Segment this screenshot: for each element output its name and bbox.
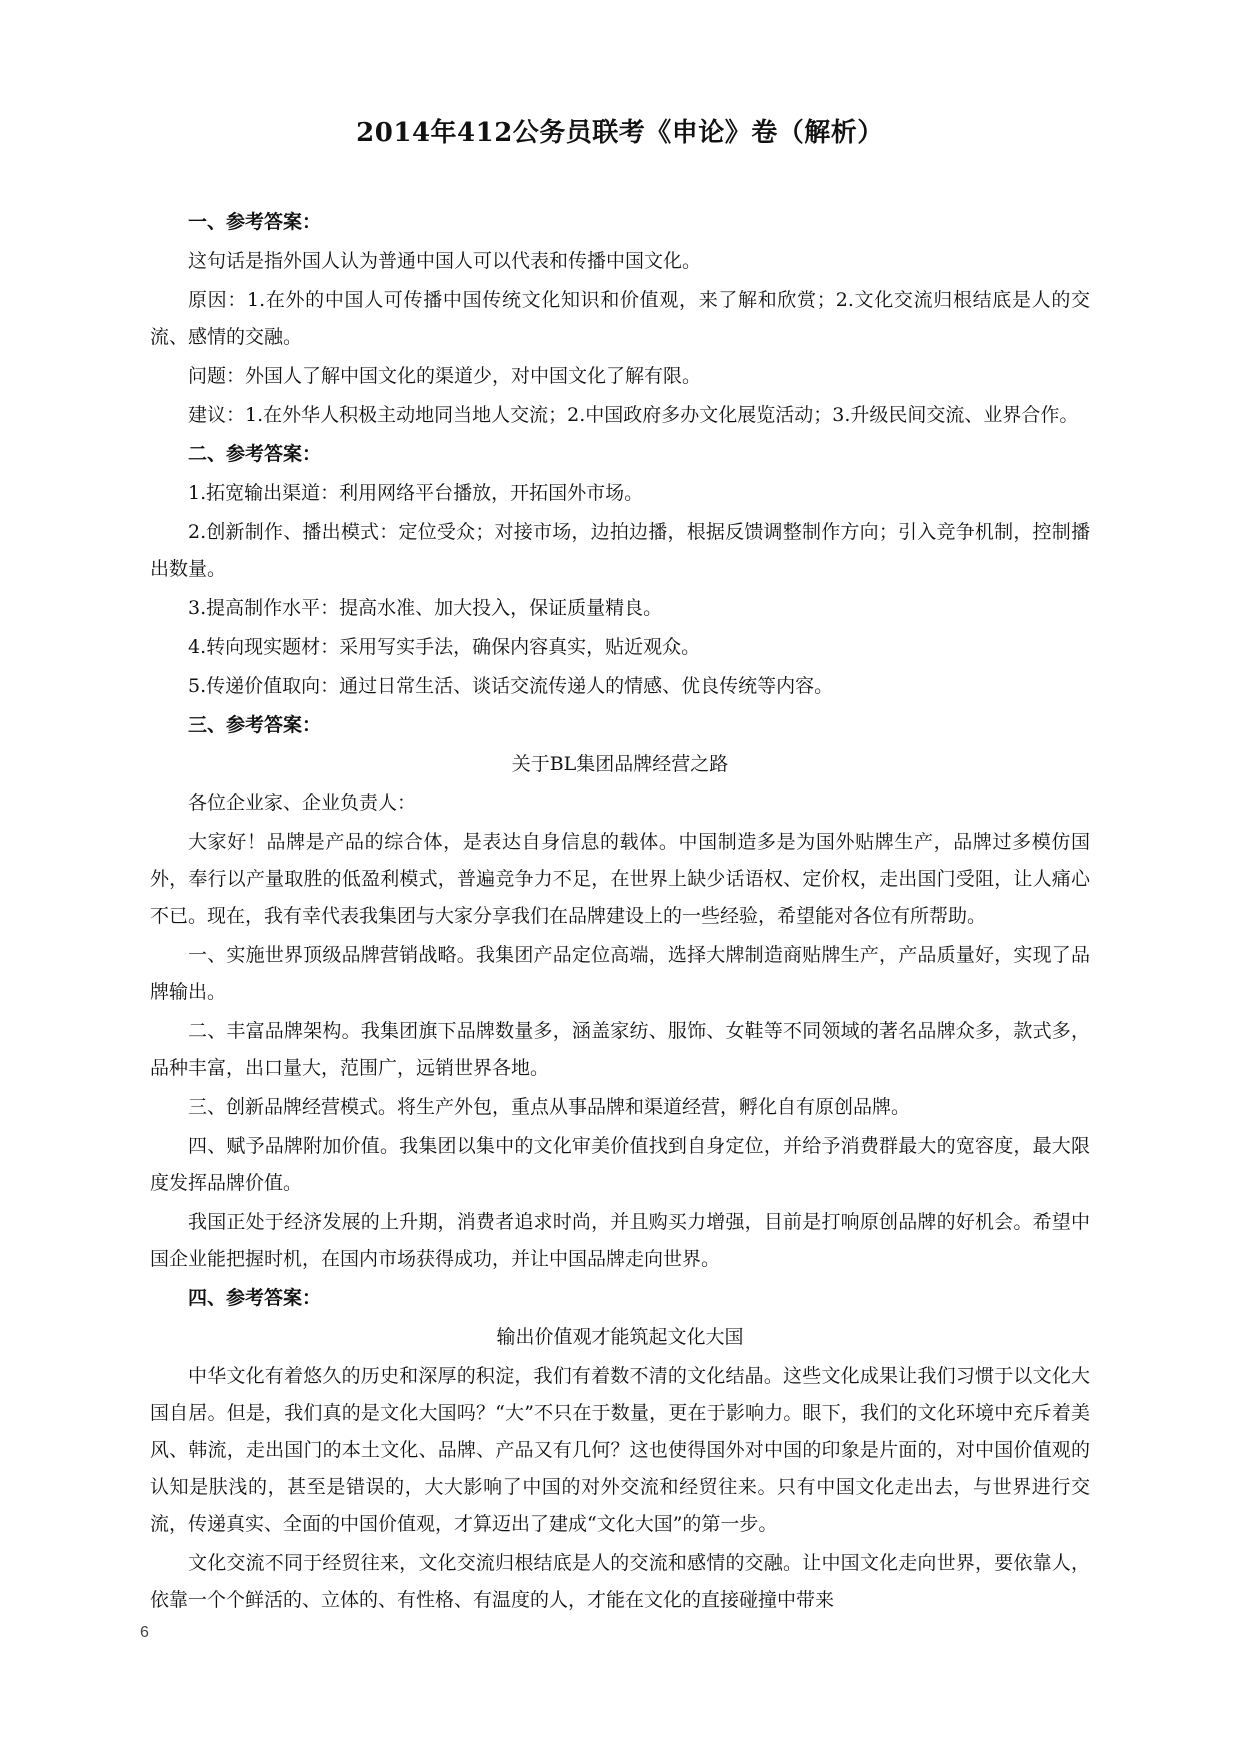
section-heading-4: 四、参考答案： <box>188 1287 322 1309</box>
paragraph: 1.拓宽输出渠道：利用网络平台播放，开拓国外市场。 <box>188 482 644 504</box>
essay-title: 输出价值观才能筑起文化大国 <box>496 1326 744 1348</box>
section-heading-3: 三、参考答案： <box>188 714 322 736</box>
paragraph: 二、丰富品牌架构。我集团旗下品牌数量多，涵盖家纺、服饰、女鞋等不同领域的著名品牌众多，款式多，品种丰富，出口量大，范围广，远销世界各地。 <box>150 1020 1090 1079</box>
paragraph: 中华文化有着悠久的历史和深厚的积淀，我们有着数不清的文化结晶。这些文化成果让我们习惯于以文化大国自居。但是，我们真的是文化大国吗？“大”不只在于数量，更在于影响力。眼下，我们的文化环境中充斥着美风、韩流，走出国门的本土文化、品牌、产品又有几何？这也使得国外对中国的印象是片面的，对中国价值观的认知是肤浅的，甚至是错误的，大大影响了中国的对外交流和经贸往来。只有中国文化走出去，与世界进行交流，传递真实、全面的中国价值观，才算迈出了建成“文化大国”的第一步。 <box>150 1365 1090 1535</box>
section-heading-2: 二、参考答案： <box>188 443 322 465</box>
page-number: 6 <box>140 1624 149 1641</box>
paragraph: 这句话是指外国人认为普通中国人可以代表和传播中国文化。 <box>188 250 702 272</box>
paragraph: 原因：1.在外的中国人可传播中国传统文化知识和价值观，来了解和欣赏；2.文化交流归根结底是人的交流、感情的交融。 <box>150 289 1090 348</box>
paragraph: 三、创新品牌经营模式。将生产外包，重点从事品牌和渠道经营，孵化自有原创品牌。 <box>188 1096 911 1118</box>
speech-title: 关于BL集团品牌经营之路 <box>511 753 729 775</box>
paragraph: 建议：1.在外华人积极主动地同当地人交流；2.中国政府多办文化展览活动；3.升级民间交流、业界合作。 <box>188 404 1079 426</box>
paragraph: 文化交流不同于经贸往来，文化交流归根结底是人的交流和感情的交融。让中国文化走向世界，要依靠人，依靠一个个鲜活的、立体的、有性格、有温度的人，才能在文化的直接碰撞中带来 <box>150 1552 1090 1611</box>
salutation: 各位企业家、企业负责人： <box>188 792 417 814</box>
paragraph: 大家好！品牌是产品的综合体，是表达自身信息的载体。中国制造多是为国外贴牌生产，品牌过多模仿国外，奉行以产量取胜的低盈利模式，普遍竞争力不足，在世界上缺少话语权、定价权，走出国门受阻，让人痛心不已。现在，我有幸代表我集团与大家分享我们在品牌建设上的一些经验，希望能对各位有所帮助。 <box>150 831 1090 927</box>
section-heading-1: 一、参考答案： <box>188 211 322 233</box>
paragraph: 问题：外国人了解中国文化的渠道少，对中国文化了解有限。 <box>188 365 702 387</box>
paragraph: 我国正处于经济发展的上升期，消费者追求时尚，并且购买力增强，目前是打响原创品牌的好机会。希望中国企业能把握时机，在国内市场获得成功，并让中国品牌走向世界。 <box>150 1211 1090 1270</box>
paragraph: 5.传递价值取向：通过日常生活、谈话交流传递人的情感、优良传统等内容。 <box>188 675 834 697</box>
document-title: 2014年412公务员联考《申论》卷（解析） <box>356 118 884 148</box>
paragraph: 3.提高制作水平：提高水准、加大投入，保证质量精良。 <box>188 597 663 619</box>
paragraph: 2.创新制作、播出模式：定位受众；对接市场，边拍边播，根据反馈调整制作方向；引入竞争机制，控制播出数量。 <box>150 521 1090 580</box>
document-body <box>150 204 1090 1621</box>
paragraph: 4.转向现实题材：采用写实手法，确保内容真实，贴近观众。 <box>188 636 701 658</box>
paragraph: 四、赋予品牌附加价值。我集团以集中的文化审美价值找到自身定位，并给予消费群最大的宽容度，最大限度发挥品牌价值。 <box>150 1135 1090 1194</box>
paragraph: 一、实施世界顶级品牌营销战略。我集团产品定位高端，选择大牌制造商贴牌生产，产品质量好，实现了品牌输出。 <box>150 944 1090 1003</box>
